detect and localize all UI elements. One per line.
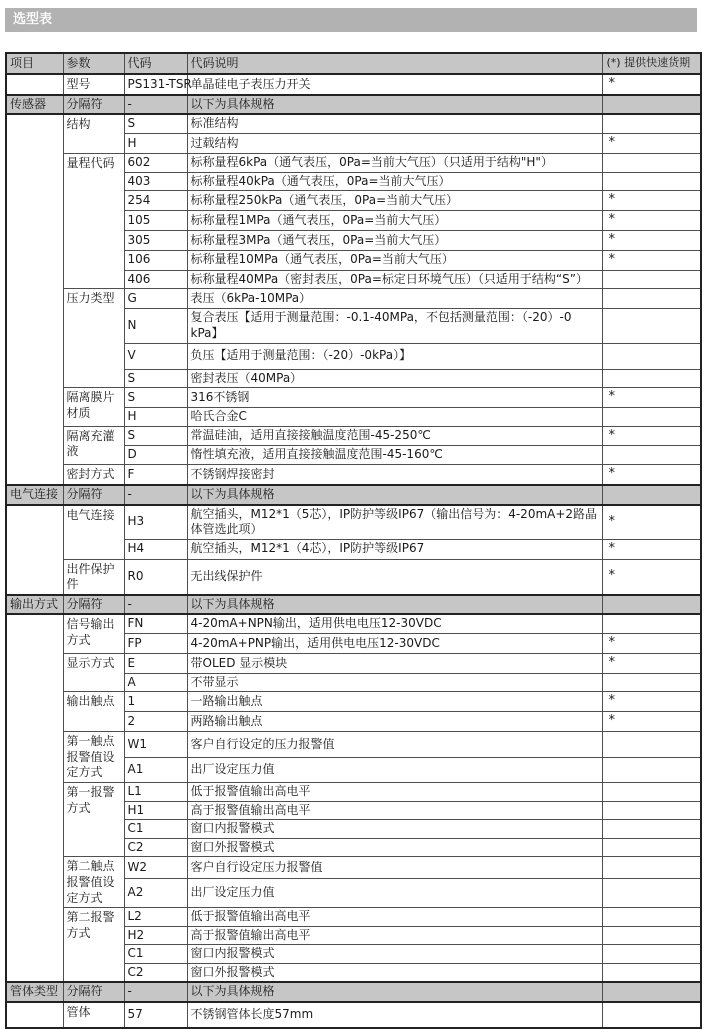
desc-cell: 低于报警值输出高电平 <box>187 782 602 801</box>
code-cell: D <box>124 446 187 465</box>
desc-cell: 以下为具体规格 <box>187 595 602 615</box>
desc-cell: 4-20mA+NPN输出，适用供电电压12-30VDC <box>187 614 602 633</box>
desc-cell: 过载结构 <box>187 134 602 154</box>
fast-delivery-cell: * <box>602 505 701 540</box>
param-cell: 密封方式 <box>63 465 124 485</box>
param-cell: 第一报警方式 <box>63 782 124 856</box>
table-row <box>6 653 701 673</box>
fast-delivery-cell: * <box>602 388 701 408</box>
watermark: www.psznh.com <box>511 881 681 905</box>
fast-delivery-cell <box>602 801 701 820</box>
code-cell: 57 <box>124 1002 187 1028</box>
table-row <box>6 732 701 757</box>
fast-delivery-cell <box>602 614 701 633</box>
desc-cell: 一路输出触点 <box>187 692 602 712</box>
code-cell: L1 <box>124 782 187 801</box>
code-cell: W1 <box>124 732 187 757</box>
desc-cell: 以下为具体规格 <box>187 982 602 1002</box>
fast-delivery-cell <box>602 289 701 309</box>
fast-delivery-cell <box>602 945 701 964</box>
code-cell: 403 <box>124 172 187 191</box>
item-cell <box>6 114 63 484</box>
desc-cell: 标称量程10MPa（通气表压，0Pa=当前大气压） <box>187 250 602 270</box>
code-cell: A2 <box>124 879 187 908</box>
desc-cell: 常温硅油，适用直接接触温度范围-45-250℃ <box>187 426 602 446</box>
desc-cell: 无出线保护件 <box>187 559 602 595</box>
desc-cell: 不锈钢焊接密封 <box>187 465 602 485</box>
table-row <box>6 559 701 595</box>
table-row <box>6 692 701 712</box>
param-cell: 分隔符 <box>63 982 124 1002</box>
desc-cell: 航空插头，M12*1（4芯），IP防护等级IP67 <box>187 539 602 559</box>
desc-cell: 标称量程250kPa（通气表压，0Pa=当前大气压） <box>187 191 602 211</box>
desc-cell: 窗口内报警模式 <box>187 945 602 964</box>
param-cell: 隔离充灌液 <box>63 426 124 464</box>
desc-cell: 标准结构 <box>187 114 602 133</box>
param-cell: 量程代码 <box>63 153 124 288</box>
code-cell: G <box>124 289 187 309</box>
fast-delivery-cell <box>602 838 701 857</box>
code-cell: E <box>124 653 187 673</box>
desc-cell: 低于报警值输出高电平 <box>187 908 602 927</box>
param-cell: 管体 <box>63 1002 124 1028</box>
code-cell: 2 <box>124 712 187 732</box>
fast-delivery-cell <box>602 926 701 945</box>
desc-cell: 4-20mA+PNP输出，适用供电电压12-30VDC <box>187 634 602 654</box>
desc-cell: 不带显示 <box>187 673 602 692</box>
desc-cell: 表压（6kPa-10MPa） <box>187 289 602 309</box>
code-cell: V <box>124 343 187 369</box>
desc-cell: 标称量程6kPa（通气表压，0Pa=当前大气压）（只适用于结构"H"） <box>187 153 602 172</box>
param-cell: 第一触点报警值设定方式 <box>63 732 124 783</box>
col-header-fast-delivery: (*) 提供快速货期 <box>602 53 701 74</box>
item-cell <box>6 614 63 982</box>
code-cell: - <box>124 595 187 615</box>
separator-row <box>6 95 701 115</box>
fast-delivery-cell <box>602 343 701 369</box>
param-cell: 分隔符 <box>63 595 124 615</box>
param-cell: 输出触点 <box>63 692 124 732</box>
desc-cell: 不锈钢管体长度57mm <box>187 1002 602 1028</box>
desc-cell: 客户自行设定的压力报警值 <box>187 732 602 757</box>
code-cell: H1 <box>124 801 187 820</box>
param-cell: 分隔符 <box>63 95 124 115</box>
code-cell: S <box>124 388 187 408</box>
code-cell: - <box>124 485 187 505</box>
code-cell: 105 <box>124 211 187 231</box>
code-cell: N <box>124 309 187 343</box>
page-title: 选型表 <box>5 8 697 32</box>
col-header-item: 项目 <box>6 53 63 74</box>
desc-cell: 标称量程40MPa（密封表压，0Pa=标定日环境气压）（只适用于结构“S”） <box>187 270 602 289</box>
code-cell: H2 <box>124 926 187 945</box>
code-cell: W2 <box>124 857 187 879</box>
fast-delivery-cell: * <box>602 211 701 231</box>
item-cell: 输出方式 <box>6 595 63 615</box>
code-cell: H <box>124 407 187 426</box>
fast-delivery-cell <box>602 485 701 505</box>
fast-delivery-cell <box>602 309 701 343</box>
code-cell: F <box>124 465 187 485</box>
fast-delivery-cell: * <box>602 692 701 712</box>
code-cell: FP <box>124 634 187 654</box>
param-cell: 信号输出方式 <box>63 614 124 653</box>
fast-delivery-cell <box>602 270 701 289</box>
fast-delivery-cell <box>602 1002 701 1028</box>
code-cell: 254 <box>124 191 187 211</box>
fast-delivery-cell: * <box>602 74 701 95</box>
desc-cell: 标称量程3MPa（通气表压，0Pa=当前大气压） <box>187 230 602 250</box>
fast-delivery-cell <box>602 595 701 615</box>
param-cell: 第二报警方式 <box>63 908 124 983</box>
item-cell <box>6 1002 63 1028</box>
table-row <box>6 289 701 309</box>
fast-delivery-cell <box>602 446 701 465</box>
code-cell: PS131-TSR <box>124 74 187 95</box>
separator-row <box>6 982 701 1002</box>
desc-cell: 以下为具体规格 <box>187 95 602 115</box>
code-cell: L2 <box>124 908 187 927</box>
desc-cell: 航空插头，M12*1（5芯），IP防护等级IP67（输出信号为：4-20mA+2路晶体管选此项） <box>187 505 602 540</box>
fast-delivery-cell <box>602 407 701 426</box>
code-cell: - <box>124 982 187 1002</box>
desc-cell: 哈氏合金C <box>187 407 602 426</box>
table-row <box>6 465 701 485</box>
item-cell <box>6 505 63 595</box>
fast-delivery-cell <box>602 673 701 692</box>
table-row <box>6 857 701 879</box>
fast-delivery-cell: * <box>602 230 701 250</box>
fast-delivery-cell <box>602 908 701 927</box>
fast-delivery-cell <box>602 95 701 115</box>
code-cell: 305 <box>124 230 187 250</box>
fast-delivery-cell <box>602 982 701 1002</box>
item-cell: 管体类型 <box>6 982 63 1002</box>
fast-delivery-cell <box>602 782 701 801</box>
desc-cell: 负压【适用于测量范围：（-20）-0kPa）】 <box>187 343 602 369</box>
fast-delivery-cell: * <box>602 653 701 673</box>
desc-cell: 两路输出触点 <box>187 712 602 732</box>
desc-cell: 出厂设定压力值 <box>187 879 602 908</box>
table-row <box>6 388 701 408</box>
col-header-code: 代码 <box>124 53 187 74</box>
fast-delivery-cell: * <box>602 191 701 211</box>
code-cell: C1 <box>124 820 187 839</box>
code-cell: H4 <box>124 539 187 559</box>
table-row <box>6 614 701 633</box>
fast-delivery-cell: * <box>602 134 701 154</box>
desc-cell: 标称量程1MPa（通气表压，0Pa=当前大气压） <box>187 211 602 231</box>
code-cell: C2 <box>124 838 187 857</box>
desc-cell: 窗口内报警模式 <box>187 820 602 839</box>
code-cell: S <box>124 426 187 446</box>
fast-delivery-cell: * <box>602 712 701 732</box>
table-row <box>6 74 701 95</box>
fast-delivery-cell <box>602 757 701 782</box>
desc-cell: 标称量程40kPa（通气表压，0Pa=当前大气压） <box>187 172 602 191</box>
fast-delivery-cell <box>602 820 701 839</box>
desc-cell: 窗口外报警模式 <box>187 963 602 982</box>
param-cell: 显示方式 <box>63 653 124 691</box>
table-header-row <box>6 53 701 74</box>
param-cell: 出件保护件 <box>63 559 124 595</box>
code-cell: - <box>124 95 187 115</box>
table-row <box>6 505 701 540</box>
fast-delivery-cell <box>602 857 701 879</box>
desc-cell: 高于报警值输出高电平 <box>187 801 602 820</box>
fast-delivery-cell <box>602 153 701 172</box>
code-cell: A1 <box>124 757 187 782</box>
desc-cell: 316不锈钢 <box>187 388 602 408</box>
fast-delivery-cell <box>602 369 701 388</box>
param-cell: 结构 <box>63 114 124 153</box>
desc-cell: 带OLED 显示模块 <box>187 653 602 673</box>
fast-delivery-cell <box>602 963 701 982</box>
fast-delivery-cell <box>602 114 701 133</box>
desc-cell: 窗口外报警模式 <box>187 838 602 857</box>
code-cell: C2 <box>124 963 187 982</box>
desc-cell: 惰性填充液，适用直接接触温度范围-45-160℃ <box>187 446 602 465</box>
code-cell: 602 <box>124 153 187 172</box>
code-cell: R0 <box>124 559 187 595</box>
table-row <box>6 908 701 927</box>
param-cell: 分隔符 <box>63 485 124 505</box>
desc-cell: 出厂设定压力值 <box>187 757 602 782</box>
code-cell: FN <box>124 614 187 633</box>
fast-delivery-cell: * <box>602 634 701 654</box>
code-cell: H <box>124 134 187 154</box>
code-cell: 106 <box>124 250 187 270</box>
desc-cell: 客户自行设定压力报警值 <box>187 857 602 879</box>
param-cell: 型号 <box>63 74 124 95</box>
fast-delivery-cell: * <box>602 559 701 595</box>
fast-delivery-cell: * <box>602 465 701 485</box>
separator-row <box>6 595 701 615</box>
code-cell: A <box>124 673 187 692</box>
code-cell: S <box>124 369 187 388</box>
table-row <box>6 153 701 172</box>
table-row <box>6 114 701 133</box>
desc-cell: 单晶硅电子表压力开关 <box>187 74 602 95</box>
separator-row <box>6 485 701 505</box>
desc-cell: 复合表压【适用于测量范围：-0.1-40MPa，不包括测量范围：（-20）-0 kPa】 <box>187 309 602 343</box>
table-row <box>6 426 701 446</box>
param-cell: 电气连接 <box>63 505 124 560</box>
fast-delivery-cell <box>602 732 701 757</box>
code-cell: C1 <box>124 945 187 964</box>
item-cell: 电气连接 <box>6 485 63 505</box>
code-cell: 1 <box>124 692 187 712</box>
fast-delivery-cell: * <box>602 426 701 446</box>
table-row <box>6 782 701 801</box>
code-cell: S <box>124 114 187 133</box>
code-cell: H3 <box>124 505 187 540</box>
col-header-param: 参数 <box>63 53 124 74</box>
table-row <box>6 1002 701 1028</box>
param-cell: 隔离膜片材质 <box>63 388 124 426</box>
fast-delivery-cell: * <box>602 539 701 559</box>
fast-delivery-cell: * <box>602 250 701 270</box>
desc-cell: 以下为具体规格 <box>187 485 602 505</box>
param-cell: 第二触点报警值设定方式 <box>63 857 124 908</box>
col-header-desc: 代码说明 <box>187 53 602 74</box>
param-cell: 压力类型 <box>63 289 124 388</box>
fast-delivery-cell <box>602 172 701 191</box>
item-cell <box>6 74 63 95</box>
desc-cell: 高于报警值输出高电平 <box>187 926 602 945</box>
item-cell: 传感器 <box>6 95 63 115</box>
desc-cell: 密封表压（40MPa） <box>187 369 602 388</box>
code-cell: 406 <box>124 270 187 289</box>
